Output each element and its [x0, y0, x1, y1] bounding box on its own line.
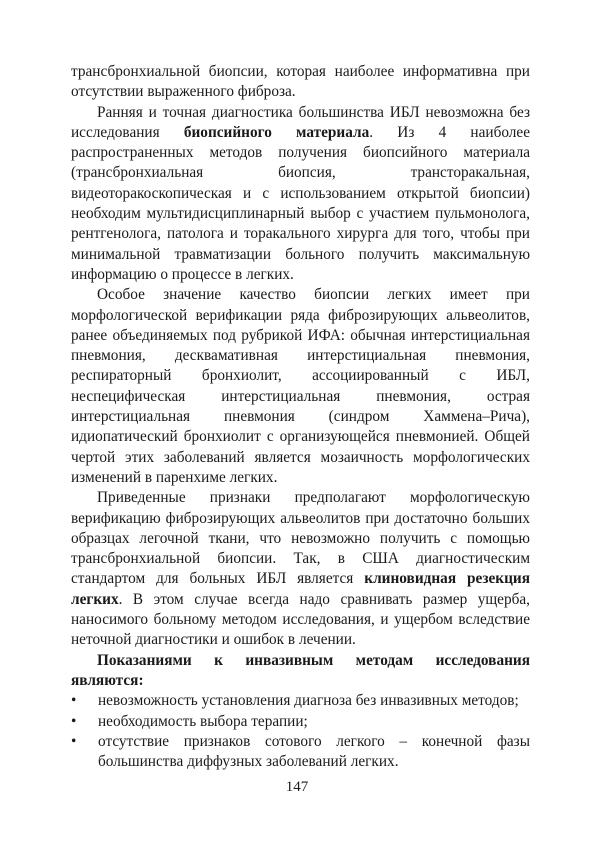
list-item	[71, 732, 530, 773]
list-item	[71, 691, 530, 711]
paragraph-continuation: трансбронхиальной биопсии, которая наиболее информативна при отсутствии выраженного фиброза.	[71, 63, 530, 101]
list-item-text: необходимость выбора терапии;	[98, 712, 308, 730]
bullet-icon: •	[71, 692, 77, 710]
bullet-icon: •	[71, 712, 77, 730]
list-item-text: невозможность установления диагноза без инвазивных методов;	[98, 692, 519, 710]
paragraph-text: Приведенные признаки предполагают морфологическую верификацию фиброзирующих альвеолитов при достаточно больших образцах легочной ткани, что невозможно получить с помощью трансбронхиальной биопсии. Так, в США диагностическим стандартом для больных ИБЛ является	[71, 489, 530, 588]
paragraph-text: . Из 4 наиболее распространенных методов получения биопсийного материала (трансбронхиальная биопсия, трансторакальная, видеоторакоскопическая и с использованием открытой биопсии) необходим мультидисциплинарный выбор с участием пульмонолога, рентгенолога, патолога и торакального хирурга для того, чтобы при минимальной травматизации больного получить максимальную информацию о процессе в легких.	[71, 123, 531, 283]
bold-term-biopsy-material: биопсийного материала	[183, 123, 370, 141]
paragraph-biopsy-material	[71, 103, 530, 286]
paragraph-verification	[71, 488, 530, 650]
indications-list	[71, 691, 530, 772]
bullet-icon: •	[71, 732, 77, 750]
paragraph-biopsy-quality: Особое значение качество биопсии легких имеет при морфологической верификации ряда фиброзирующих альвеолитов, ранее объединяемых под рубрикой ИФА: обычная интерстициальная пневмония, десквамативная интерстициальная пневмония, респираторный бронхиолит, ассоциированный с ИБЛ, неспецифическая интерстициальная пневмония, острая интерстициальная пневмония (синдром Хаммена–Рича), идиопатический бронхиолит с организующейся пневмонией. Общей чертой этих заболеваний является мозаичность морфологических изменений в паренхиме легких.	[71, 286, 530, 486]
list-item	[71, 712, 530, 732]
page-number: 147	[285, 779, 309, 795]
bold-term-wedge-resection: клиновидная резекция легких	[71, 570, 530, 608]
paragraph-text: Ранняя и точная диагностика большинства ИБЛ невозможна без исследования	[71, 103, 530, 141]
paragraph-text: . В этом случае всегда надо сравнивать размер ущерба, наносимого больному методом исследования, и ущербом вследствие неточной диагностики и ошибок в лечении.	[71, 590, 530, 649]
page-body	[71, 62, 530, 772]
indications-heading: Показаниями к инвазивным методам исследования являются:	[71, 651, 530, 689]
list-item-text: отсутствие признаков сотового легкого – конечной фазы большинства диффузных заболеваний легких.	[98, 732, 530, 771]
